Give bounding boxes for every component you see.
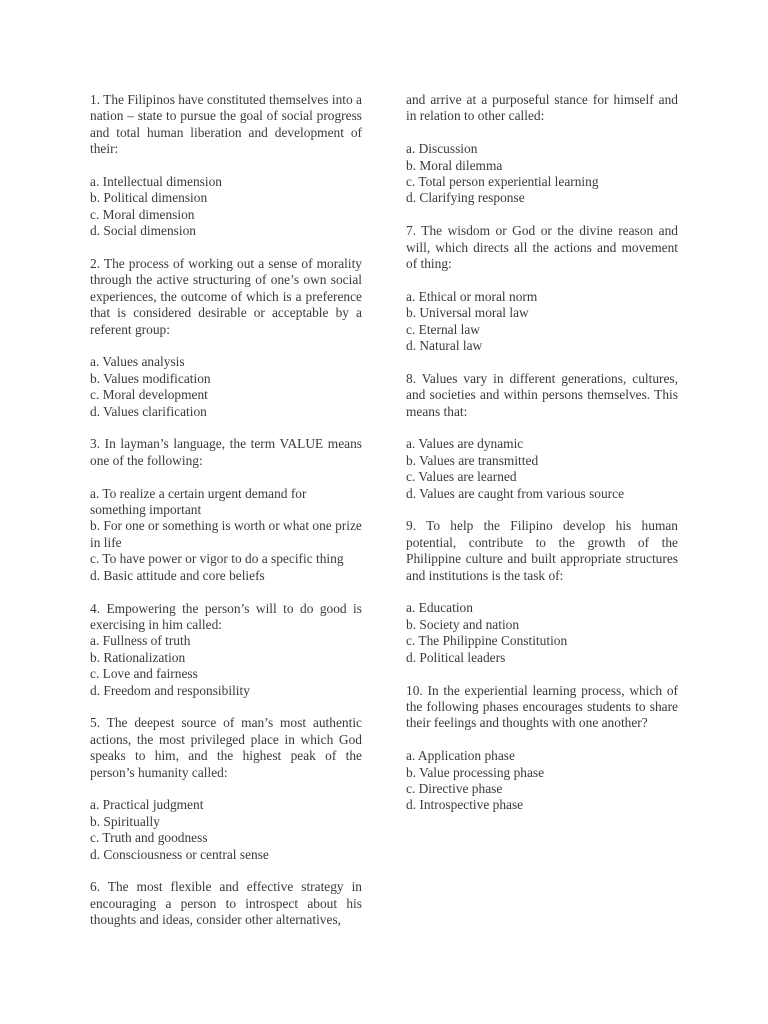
question-4-option-c: c. Love and fairness — [90, 666, 198, 682]
question-8-options — [406, 436, 678, 502]
question-2-option-c: c. Moral development — [90, 387, 208, 403]
question-6-text: 6. The most flexible and effective strategy in encouraging a person to introspect about his thoughts and ideas, consider other alternatives, — [90, 879, 362, 928]
question-6-options — [406, 141, 678, 207]
question-7-option-a: a. Ethical or moral norm — [406, 288, 538, 304]
question-3-options — [90, 486, 362, 584]
question-9-options — [406, 600, 678, 666]
question-7-option-d: d. Natural law — [406, 338, 483, 354]
question-6-continued-text: and arrive at a purposeful stance for himself and in relation to other called: — [406, 92, 678, 124]
question-7-options — [406, 289, 678, 355]
question-5-option-a: a. Practical judgment — [90, 797, 204, 813]
question-3-text: 3. In layman’s language, the term VALUE means one of the following: — [90, 436, 362, 468]
question-5-text: 5. The deepest source of man’s most authentic actions, the most privileged place in which God speaks to him, and the highest peak of the person’s humanity called: — [90, 715, 362, 780]
question-2-option-d: d. Values clarification — [90, 403, 207, 419]
question-10-option-b: b. Value processing phase — [406, 764, 545, 780]
question-6-option-a: a. Discussion — [406, 141, 478, 157]
question-2-options — [90, 354, 362, 420]
question-9-option-c: c. The Philippine Constitution — [406, 633, 568, 649]
question-2-option-b: b. Values modification — [90, 370, 211, 386]
question-9-option-a: a. Education — [406, 600, 473, 616]
question-3-option-c: c. To have power or vigor to do a specific thing — [90, 551, 344, 567]
question-6-option-d: d. Clarifying response — [406, 190, 525, 206]
question-5-options — [90, 797, 362, 863]
question-2-text: 2. The process of working out a sense of morality through the active structuring of one’s own social experiences, the outcome of which is a preference that is considered desirable or acceptable by a referent group: — [90, 256, 362, 337]
question-4-option-b: b. Rationalization — [90, 649, 186, 665]
question-1-option-b: b. Political dimension — [90, 190, 208, 206]
question-9-option-b: b. Society and nation — [406, 616, 520, 632]
question-7-option-c: c. Eternal law — [406, 321, 480, 337]
question-7-option-b: b. Universal moral law — [406, 305, 529, 321]
question-4-text: 4. Empowering the person’s will to do good is exercising in him called: — [90, 600, 362, 632]
question-10-text: 10. In the experiential learning process, which of the following phases encourages students to share their feelings and thoughts with one another? — [406, 682, 678, 731]
question-9-text: 9. To help the Filipino develop his human potential, contribute to the growth of the Philippine culture and built appropriate structures and institutions is the task of: — [406, 518, 678, 583]
right-column — [406, 92, 678, 814]
question-3-option-a: a. To realize a certain urgent demand for something important — [90, 485, 307, 518]
question-10-option-c: c. Directive phase — [406, 780, 503, 796]
question-8-option-d: d. Values are caught from various source — [406, 485, 625, 501]
question-3-option-b: b. For one or something is worth or what one prize in life — [90, 518, 362, 550]
question-4-options — [90, 633, 362, 699]
question-2-option-a: a. Values analysis — [90, 354, 185, 370]
question-1-option-c: c. Moral dimension — [90, 206, 195, 222]
question-1-options — [90, 174, 362, 240]
question-10-options — [406, 748, 678, 814]
question-1-option-a: a. Intellectual dimension — [90, 174, 223, 190]
question-6-option-c: c. Total person experiential learning — [406, 174, 599, 190]
left-column — [90, 92, 362, 929]
question-1-text: 1. The Filipinos have constituted themselves into a nation – state to pursue the goal of social progress and total human liberation and development of their: — [90, 92, 362, 157]
question-5-option-d: d. Consciousness or central sense — [90, 846, 269, 862]
question-3-option-d: d. Basic attitude and core beliefs — [90, 567, 265, 583]
question-4-option-d: d. Freedom and responsibility — [90, 682, 250, 698]
question-8-option-b: b. Values are transmitted — [406, 452, 539, 468]
question-8-option-a: a. Values are dynamic — [406, 436, 524, 452]
question-8-option-c: c. Values are learned — [406, 469, 517, 485]
question-9-option-d: d. Political leaders — [406, 649, 506, 665]
question-4-option-a: a. Fullness of truth — [90, 633, 191, 649]
question-5-option-b: b. Spiritually — [90, 813, 160, 829]
question-10-option-a: a. Application phase — [406, 748, 515, 764]
question-1-option-d: d. Social dimension — [90, 223, 197, 239]
question-7-text: 7. The wisdom or God or the divine reason and will, which directs all the actions and movement of thing: — [406, 223, 678, 272]
question-5-option-c: c. Truth and goodness — [90, 830, 208, 846]
question-6-option-b: b. Moral dilemma — [406, 157, 503, 173]
question-8-text: 8. Values vary in different generations, cultures, and societies and within persons themselves. This means that: — [406, 370, 678, 419]
question-10-option-d: d. Introspective phase — [406, 797, 524, 813]
